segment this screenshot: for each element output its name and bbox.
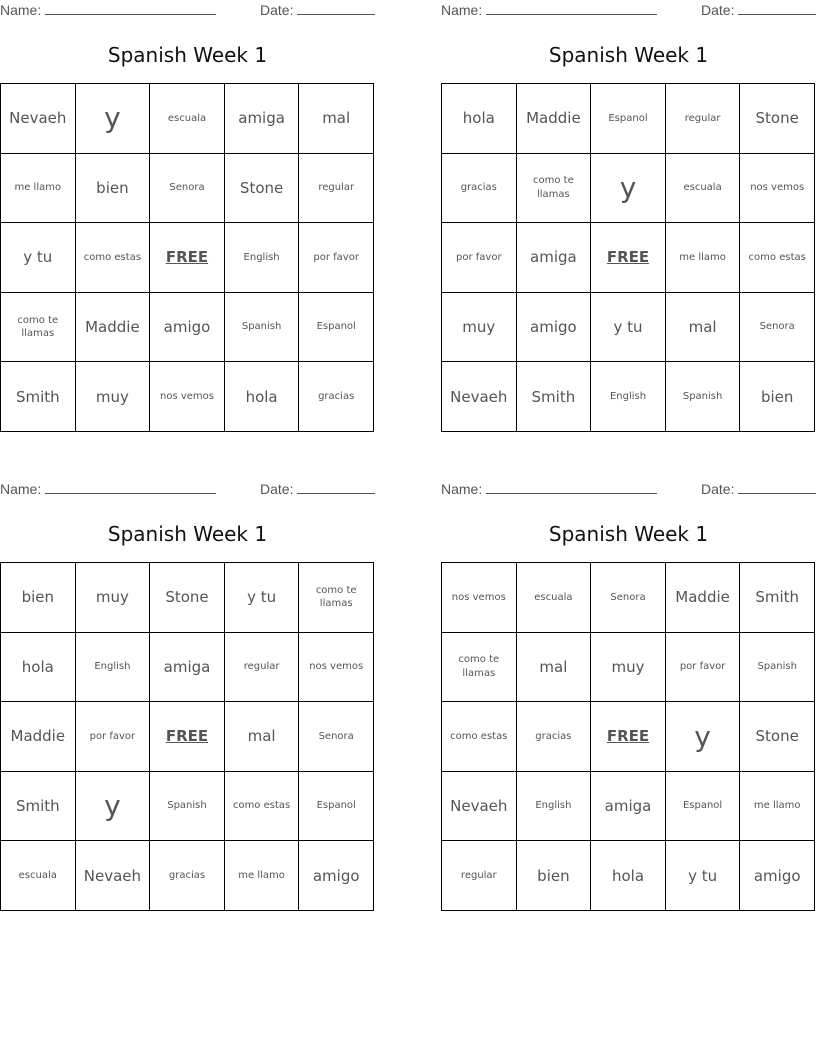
card-title: Spanish Week 1	[107, 43, 268, 67]
bingo-cell: regular	[225, 633, 300, 703]
bingo-cell: Maddie	[1, 702, 76, 772]
bingo-cell: Senora	[740, 293, 815, 363]
bingo-cell: amigo	[299, 841, 374, 911]
bingo-grid	[441, 83, 815, 432]
bingo-cell: amiga	[150, 633, 225, 703]
bingo-cell: regular	[666, 84, 741, 154]
date-field	[701, 481, 816, 497]
bingo-cell: Nevaeh	[442, 772, 517, 842]
bingo-cell: por favor	[76, 702, 151, 772]
date-blank-line	[738, 2, 816, 15]
card-header	[441, 2, 816, 20]
bingo-card	[0, 0, 375, 432]
bingo-cell: y tu	[591, 293, 666, 363]
bingo-cell: y	[76, 772, 151, 842]
bingo-cell: Stone	[150, 563, 225, 633]
bingo-card	[441, 479, 816, 911]
bingo-cell: como te llamas	[442, 633, 517, 703]
bingo-cell: regular	[299, 154, 374, 224]
bingo-cell: regular	[442, 841, 517, 911]
date-label: Date:	[701, 481, 735, 497]
bingo-cell: gracias	[299, 362, 374, 432]
bingo-cell: como estas	[442, 702, 517, 772]
name-label: Name:	[441, 2, 483, 18]
bingo-cell: bien	[76, 154, 151, 224]
bingo-cell: gracias	[442, 154, 517, 224]
date-label: Date:	[260, 481, 294, 497]
bingo-cell: Nevaeh	[442, 362, 517, 432]
bingo-cell: Spanish	[666, 362, 741, 432]
bingo-cell: muy	[591, 633, 666, 703]
bingo-cell: y	[76, 84, 151, 154]
bingo-grid	[441, 562, 815, 911]
bingo-cell: Spanish	[225, 293, 300, 363]
bingo-cell: amiga	[225, 84, 300, 154]
bingo-cell: me llamo	[225, 841, 300, 911]
bingo-cell: y tu	[666, 841, 741, 911]
bingo-cell: Senora	[591, 563, 666, 633]
name-blank-line	[486, 481, 657, 494]
name-field	[441, 481, 657, 497]
bingo-cell: como estas	[740, 223, 815, 293]
bingo-cell: muy	[76, 563, 151, 633]
date-blank-line	[738, 481, 816, 494]
name-blank-line	[486, 2, 657, 15]
bingo-cell: Senora	[299, 702, 374, 772]
bingo-cell: Spanish	[740, 633, 815, 703]
bingo-cell: gracias	[150, 841, 225, 911]
bingo-cell: Senora	[150, 154, 225, 224]
card-title: Spanish Week 1	[548, 522, 709, 546]
bingo-card	[441, 0, 816, 432]
date-field	[260, 2, 375, 18]
bingo-cell: Stone	[225, 154, 300, 224]
bingo-cell: mal	[225, 702, 300, 772]
bingo-cell: English	[591, 362, 666, 432]
bingo-cell: como te llamas	[299, 563, 374, 633]
bingo-cell: como te llamas	[517, 154, 592, 224]
bingo-cell: mal	[666, 293, 741, 363]
bingo-card	[0, 479, 375, 911]
bingo-cell: hola	[591, 841, 666, 911]
name-field	[0, 2, 216, 18]
date-field	[701, 2, 816, 18]
card-header	[0, 2, 375, 20]
bingo-cell: escuala	[517, 563, 592, 633]
bingo-cell: me llamo	[740, 772, 815, 842]
bingo-cell: escuala	[666, 154, 741, 224]
bingo-cell: hola	[1, 633, 76, 703]
name-label: Name:	[0, 481, 42, 497]
bingo-cell: muy	[442, 293, 517, 363]
date-label: Date:	[260, 2, 294, 18]
bingo-cell: y tu	[225, 563, 300, 633]
bingo-cell: Smith	[1, 362, 76, 432]
name-label: Name:	[0, 2, 42, 18]
free-space-cell: FREE	[150, 702, 225, 772]
bingo-cell: por favor	[299, 223, 374, 293]
free-space-cell: FREE	[591, 223, 666, 293]
bingo-cell: Nevaeh	[1, 84, 76, 154]
bingo-cell: amigo	[150, 293, 225, 363]
card-title: Spanish Week 1	[107, 522, 268, 546]
bingo-cell: muy	[76, 362, 151, 432]
bingo-cell: como te llamas	[1, 293, 76, 363]
date-field	[260, 481, 375, 497]
bingo-cell: como estas	[225, 772, 300, 842]
free-space-cell: FREE	[150, 223, 225, 293]
bingo-cell: Stone	[740, 84, 815, 154]
date-blank-line	[297, 2, 375, 15]
bingo-cell: mal	[517, 633, 592, 703]
bingo-cell: Nevaeh	[76, 841, 151, 911]
bingo-cell: Smith	[740, 563, 815, 633]
bingo-grid	[0, 83, 374, 432]
bingo-cell: me llamo	[666, 223, 741, 293]
bingo-cell: Smith	[517, 362, 592, 432]
bingo-cell: Maddie	[517, 84, 592, 154]
bingo-cell: y	[666, 702, 741, 772]
name-field	[441, 2, 657, 18]
bingo-cell: hola	[225, 362, 300, 432]
bingo-cell: Espanol	[299, 293, 374, 363]
bingo-cell: hola	[442, 84, 517, 154]
bingo-cell: por favor	[442, 223, 517, 293]
bingo-cell: Espanol	[299, 772, 374, 842]
bingo-cell: amigo	[740, 841, 815, 911]
bingo-cell: nos vemos	[150, 362, 225, 432]
name-label: Name:	[441, 481, 483, 497]
bingo-cell: Espanol	[591, 84, 666, 154]
bingo-cell: me llamo	[1, 154, 76, 224]
bingo-grid	[0, 562, 374, 911]
bingo-cell: Stone	[740, 702, 815, 772]
name-blank-line	[45, 2, 216, 15]
date-blank-line	[297, 481, 375, 494]
bingo-cell: nos vemos	[299, 633, 374, 703]
name-blank-line	[45, 481, 216, 494]
free-space-cell: FREE	[591, 702, 666, 772]
bingo-cell: bien	[740, 362, 815, 432]
name-field	[0, 481, 216, 497]
card-header	[441, 481, 816, 499]
bingo-cell: y tu	[1, 223, 76, 293]
bingo-cell: amigo	[517, 293, 592, 363]
card-title: Spanish Week 1	[548, 43, 709, 67]
bingo-cell: English	[225, 223, 300, 293]
bingo-cell: como estas	[76, 223, 151, 293]
bingo-cell: English	[517, 772, 592, 842]
bingo-cell: por favor	[666, 633, 741, 703]
bingo-cell: mal	[299, 84, 374, 154]
bingo-cell: Spanish	[150, 772, 225, 842]
bingo-cell: Espanol	[666, 772, 741, 842]
bingo-cell: amiga	[517, 223, 592, 293]
bingo-cell: gracias	[517, 702, 592, 772]
date-label: Date:	[701, 2, 735, 18]
bingo-cell: nos vemos	[442, 563, 517, 633]
bingo-cell: Smith	[1, 772, 76, 842]
bingo-cell: y	[591, 154, 666, 224]
bingo-cell: English	[76, 633, 151, 703]
bingo-cell: Maddie	[76, 293, 151, 363]
bingo-cell: Maddie	[666, 563, 741, 633]
bingo-cell: bien	[517, 841, 592, 911]
bingo-cell: nos vemos	[740, 154, 815, 224]
card-header	[0, 481, 375, 499]
bingo-cell: escuala	[1, 841, 76, 911]
bingo-cell: bien	[1, 563, 76, 633]
bingo-cell: escuala	[150, 84, 225, 154]
bingo-cell: amiga	[591, 772, 666, 842]
